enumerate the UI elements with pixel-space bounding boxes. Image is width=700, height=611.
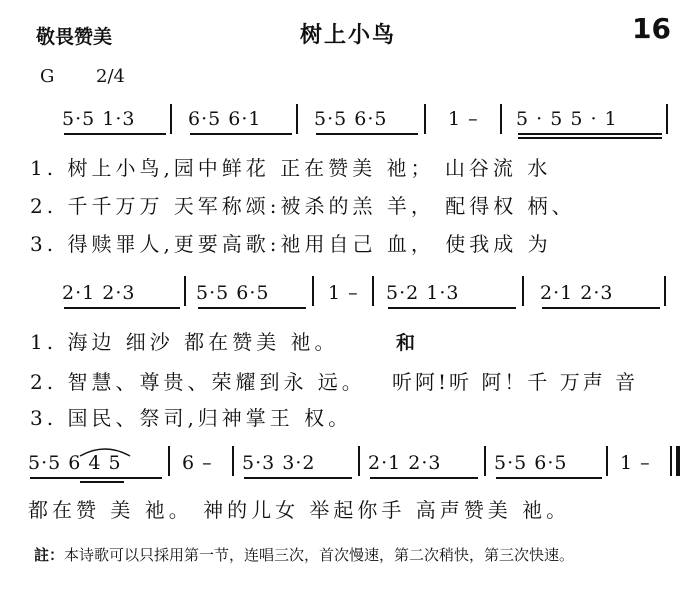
beam-line [64, 133, 166, 135]
beam-line [80, 481, 124, 483]
refrain-lyric: 听阿!听 阿！千 万声 音 [392, 370, 639, 394]
measure: 5·2 1·3 [386, 282, 460, 304]
measure: 2·1 2·3 [62, 282, 136, 304]
lyric-line: 1. 海边 细沙 都在赞美 祂。 [30, 330, 339, 354]
beam-line [496, 477, 602, 479]
beam-line [316, 133, 418, 135]
barline [666, 104, 668, 134]
barline [606, 446, 608, 476]
beam-line [370, 477, 478, 479]
song-title: 树上小鸟 [300, 23, 397, 48]
beam-line [542, 307, 660, 309]
measure: 5 · 5 5 · 1 [516, 108, 618, 130]
measure: 5·5 6·5 [196, 282, 270, 304]
footnote [34, 544, 684, 567]
barline [170, 104, 172, 134]
barline [424, 104, 426, 134]
song-number: 16 [632, 12, 671, 45]
footnote-label: 註： [34, 546, 65, 564]
barline [184, 276, 186, 306]
barline [484, 446, 486, 476]
barline [522, 276, 524, 306]
beam-line [198, 307, 306, 309]
measure: 1 – [620, 452, 651, 474]
lyric-line: 1. 树上小鸟,园中鲜花 正在赞美 祂； 山谷流 水 [30, 156, 552, 180]
barline [500, 104, 502, 134]
beam-line [518, 137, 662, 139]
barline [168, 446, 170, 476]
refrain-label: 和 [396, 332, 416, 354]
beam-line [190, 133, 292, 135]
measure: 5·5 6 4 5 [28, 452, 122, 474]
beam-line [30, 477, 162, 479]
measure: 1 – [448, 108, 479, 130]
footnote-text: 本诗歌可以只採用第一节，连唱三次，首次慢速，第二次稍快，第三次快速。 [64, 546, 575, 564]
measure: 2·1 2·3 [368, 452, 442, 474]
lyric-line: 3. 得赎罪人,更要高歌:祂用自己 血， 使我成 为 [30, 232, 552, 256]
measure: 6·5 6·1 [188, 108, 262, 130]
key-signature: G [40, 66, 55, 87]
beam-line [518, 133, 662, 135]
time-signature: 2/4 [96, 66, 125, 87]
beam-line [64, 307, 180, 309]
measure: 5·5 6·5 [494, 452, 568, 474]
barline [296, 104, 298, 134]
lyric-line: 都在赞 美 祂。 神的儿女 举起你手 高声赞美 祂。 [28, 498, 571, 522]
lyric-line: 2. 千千万万 天军称颂:被杀的羔 羊， 配得权 柄、 [30, 194, 576, 218]
barline [232, 446, 234, 476]
final-barline-thin [670, 446, 672, 476]
measure: 5·5 6·5 [314, 108, 388, 130]
measure: 5·5 1·3 [62, 108, 136, 130]
measure: 1 – [328, 282, 359, 304]
beam-line [244, 477, 352, 479]
final-barline-thick [676, 446, 680, 476]
measure: 6 – [182, 452, 213, 474]
lyric-line: 2. 智慧、尊贵、荣耀到永 远。 [30, 370, 366, 394]
barline [358, 446, 360, 476]
beam-line [388, 307, 516, 309]
barline [372, 276, 374, 306]
barline [664, 276, 666, 306]
measure: 5·3 3·2 [242, 452, 316, 474]
barline [312, 276, 314, 306]
category-label: 敬畏赞美 [36, 26, 113, 48]
measure: 2·1 2·3 [540, 282, 614, 304]
lyric-line: 3. 国民、祭司,归神掌王 权。 [30, 406, 353, 430]
